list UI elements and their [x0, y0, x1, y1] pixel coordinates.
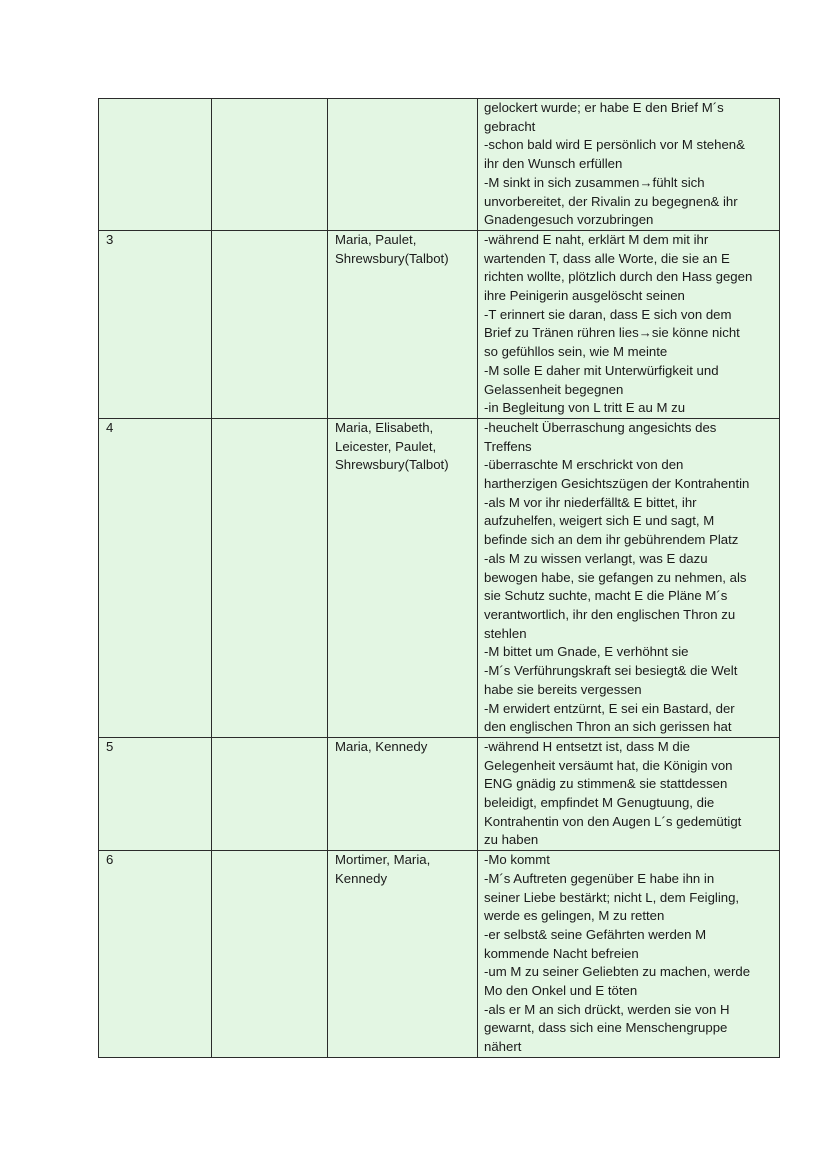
content-line: habe sie bereits vergessen [484, 681, 642, 697]
content-line: -während H entsetzt ist, dass M die [484, 738, 690, 754]
scene-number-cell [99, 851, 212, 1058]
content-line: Gelassenheit begegnen [484, 381, 624, 397]
content-line: -M bittet um Gnade, E verhöhnt sie [484, 644, 689, 660]
content-line: unvorbereitet, der Rivalin zu begegnen& ihr [484, 193, 738, 209]
content-line: -M erwidert entzürnt, E sei ein Bastard, der [484, 700, 735, 716]
content-line: stehlen [484, 625, 527, 641]
content-line: -Mo kommt [484, 852, 550, 868]
content-line: gelockert wurde; er habe E den Brief M´s [484, 100, 724, 115]
content-line: -als er M an sich drückt, werden sie von H [484, 1001, 730, 1017]
content-line: so gefühllos sein, wie M meinte [484, 344, 668, 360]
content-cell [478, 737, 780, 850]
content-line: -als M zu wissen verlangt, was E dazu [484, 550, 708, 566]
content-line: Kontrahentin von den Augen L´s gedemütigt [484, 813, 742, 829]
scene-number-cell [99, 418, 212, 737]
content-line: kommende Nacht befreien [484, 945, 639, 961]
characters-cell [328, 99, 478, 231]
character-line: Shrewsbury(Talbot) [335, 250, 449, 266]
content-line: ENG gnädig zu stimmen& sie stattdessen [484, 776, 728, 792]
character-line: Maria, Kennedy [335, 738, 428, 754]
content-line: werde es gelingen, M zu retten [484, 908, 665, 924]
content-line: wartenden T, dass alle Worte, die sie an E [484, 250, 730, 266]
content-line: -M´s Verführungskraft sei besiegt& die Welt [484, 663, 738, 679]
content-cell [478, 851, 780, 1058]
content-line: -M sinkt in sich zusammen→fühlt sich [484, 174, 705, 190]
content-line: Treffens [484, 438, 532, 454]
table-row [99, 99, 780, 231]
content-line: seiner Liebe bestärkt; nicht L, dem Feigling, [484, 889, 740, 905]
table-row [99, 230, 780, 418]
scene-number-cell [99, 99, 212, 231]
content-line: -in Begleitung von L tritt E au M zu [484, 400, 686, 416]
content-line: Gnadengesuch vorzubringen [484, 212, 654, 228]
scene-number-cell [99, 737, 212, 850]
scene-number: 4 [106, 419, 114, 435]
characters-cell [328, 230, 478, 418]
content-line: richten wollte, plötzlich durch den Hass gegen [484, 269, 753, 285]
content-cell [478, 230, 780, 418]
content-cell [478, 418, 780, 737]
content-line: hartherzigen Gesichtszügen der Kontrahentin [484, 476, 750, 492]
empty-cell [212, 737, 328, 850]
content-line: Mo den Onkel und E töten [484, 983, 638, 999]
content-line: verantwortlich, ihr den englischen Thron zu [484, 606, 736, 622]
content-line: Brief zu Tränen rühren lies→sie könne nicht [484, 325, 740, 341]
table-row [99, 851, 780, 1058]
content-line: -M´s Auftreten gegenüber E habe ihn in [484, 870, 715, 886]
empty-cell [212, 418, 328, 737]
scene-table-body [99, 99, 780, 1058]
scene-number: 6 [106, 852, 114, 868]
content-line: gewarnt, dass sich eine Menschengruppe [484, 1020, 728, 1036]
character-line: Kennedy [335, 870, 388, 886]
content-line: -während E naht, erklärt M dem mit ihr [484, 231, 709, 247]
content-line: -heuchelt Überraschung angesichts des [484, 419, 717, 435]
character-line: Maria, Elisabeth, [335, 419, 434, 435]
characters-cell [328, 418, 478, 737]
characters-cell [328, 737, 478, 850]
scene-number-cell [99, 230, 212, 418]
content-cell [478, 99, 780, 231]
character-line: Leicester, Paulet, [335, 438, 437, 454]
content-line: beleidigt, empfindet M Genugtuung, die [484, 795, 715, 811]
scene-number: 3 [106, 231, 114, 247]
character-line: Mortimer, Maria, [335, 852, 431, 868]
table-row [99, 737, 780, 850]
character-line: Maria, Paulet, [335, 231, 417, 247]
content-line: den englischen Thron an sich gerissen hat [484, 719, 732, 735]
content-line: Gelegenheit versäumt hat, die Königin von [484, 757, 733, 773]
content-line: -um M zu seiner Geliebten zu machen, werde [484, 964, 751, 980]
content-line: aufzuhelfen, weigert sich E und sagt, M [484, 513, 715, 529]
character-line: Shrewsbury(Talbot) [335, 457, 449, 473]
content-line: befinde sich an dem ihr gebührendem Platz [484, 532, 739, 548]
content-line: ihre Peinigerin ausgelöscht seinen [484, 288, 685, 304]
content-line: -er selbst& seine Gefährten werden M [484, 926, 707, 942]
content-line: bewogen habe, sie gefangen zu nehmen, als [484, 569, 747, 585]
content-line: sie Schutz suchte, macht E die Pläne M´s [484, 588, 728, 604]
content-line: -schon bald wird E persönlich vor M stehen& [484, 137, 745, 153]
empty-cell [212, 99, 328, 231]
content-line: -M solle E daher mit Unterwürfigkeit und [484, 362, 719, 378]
scene-table [98, 98, 780, 1058]
content-line: ihr den Wunsch erfüllen [484, 156, 623, 172]
table-row [99, 418, 780, 737]
scene-number: 5 [106, 738, 114, 754]
empty-cell [212, 851, 328, 1058]
characters-cell [328, 851, 478, 1058]
content-line: zu haben [484, 832, 539, 848]
content-line: nähert [484, 1039, 522, 1055]
content-line: gebracht [484, 118, 536, 134]
content-line: -überraschte M erschrickt von den [484, 457, 684, 473]
content-line: -als M vor ihr niederfällt& E bittet, ihr [484, 494, 697, 510]
empty-cell [212, 230, 328, 418]
content-line: -T erinnert sie daran, dass E sich von dem [484, 306, 732, 322]
